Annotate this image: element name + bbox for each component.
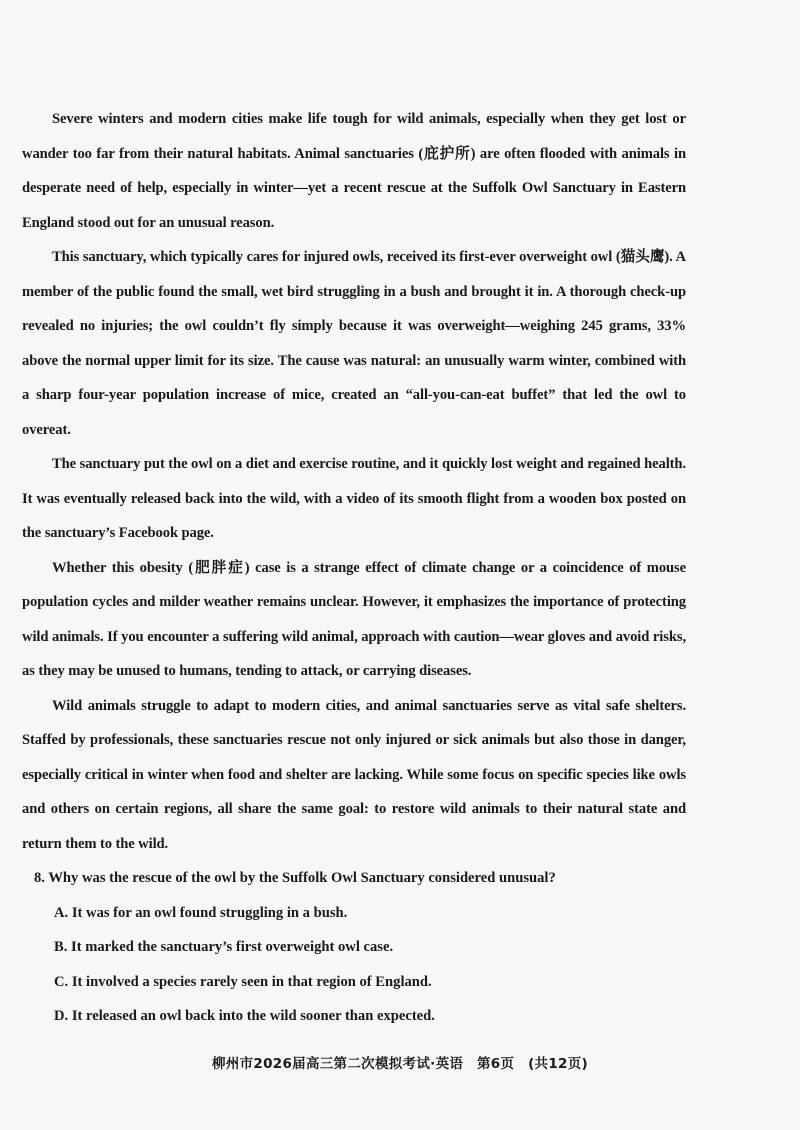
question-stem: 8. Why was the rescue of the owl by the Suffolk Owl Sanctuary considered unusual? [34, 870, 556, 886]
option-c: C. It involved a species rarely seen in that region of England. [54, 973, 432, 990]
option-d: D. It released an owl back into the wild sooner than expected. [54, 1008, 435, 1024]
option-b: B. It marked the sanctuary’s first overweight owl case. [54, 939, 394, 955]
passage-paragraph-3: The sanctuary put the owl on a diet and exercise routine, and it quickly lost weight and regained health. It was eventually released back into the wild, with a video of its smooth flight from a wooden box posted on the sanctuary’s Facebook page. [22, 456, 686, 541]
passage-paragraph-4: Whether this obesity (肥胖症) case is a strange effect of climate change or a coincidence of mouse population cycles and milder weather remains unclear. However, it emphasizes the importance of protecting wild animals. If you encounter a suffering wild animal, approach with caution—wear gloves and avoid risks, as they may be unused to humans, tending to attack, or carrying diseases. [22, 559, 686, 679]
page-footer: 柳州市2026届高三第二次模拟考试·英语 第6页 (共12页) [211, 1056, 589, 1072]
question-8 [22, 861, 686, 1034]
passage-paragraph-5: Wild animals struggle to adapt to modern cities, and animal sanctuaries serve as vital safe shelters. Staffed by professionals, these sanctuaries rescue not only injured or sick animals but also those in danger, especially critical in winter when food and shelter are lacking. While some focus on specific species like owls and others on certain regions, all share the same goal: to restore wild animals to their natural state and return them to the wild. [22, 697, 686, 852]
passage-paragraph-2: This sanctuary, which typically cares for injured owls, received its first-ever overweight owl (猫头鹰). A member of the public found the small, wet bird struggling in a bush and brought it in. A thorough check-up revealed no injuries; the owl couldn’t fly simply because it was overweight—weighing 245 grams, 33% above the normal upper limit for its size. The cause was natural: an unusually warm winter, combined with a sharp four-year population increase of mice, created an “all-you-can-eat buffet” that led the owl to overeat. [22, 249, 686, 438]
answer-options [22, 896, 686, 1034]
option-a: A. It was for an owl found struggling in a bush. [54, 904, 348, 921]
passage-paragraph-1: Severe winters and modern cities make life tough for wild animals, especially when they get lost or wander too far from their natural habitats. Animal sanctuaries (庇护所) are often flooded with animals in desperate need of help, especially in winter—yet a recent rescue at the Suffolk Owl Sanctuary in Eastern England stood out for an unusual reason. [22, 111, 686, 231]
reading-passage [22, 102, 686, 1034]
